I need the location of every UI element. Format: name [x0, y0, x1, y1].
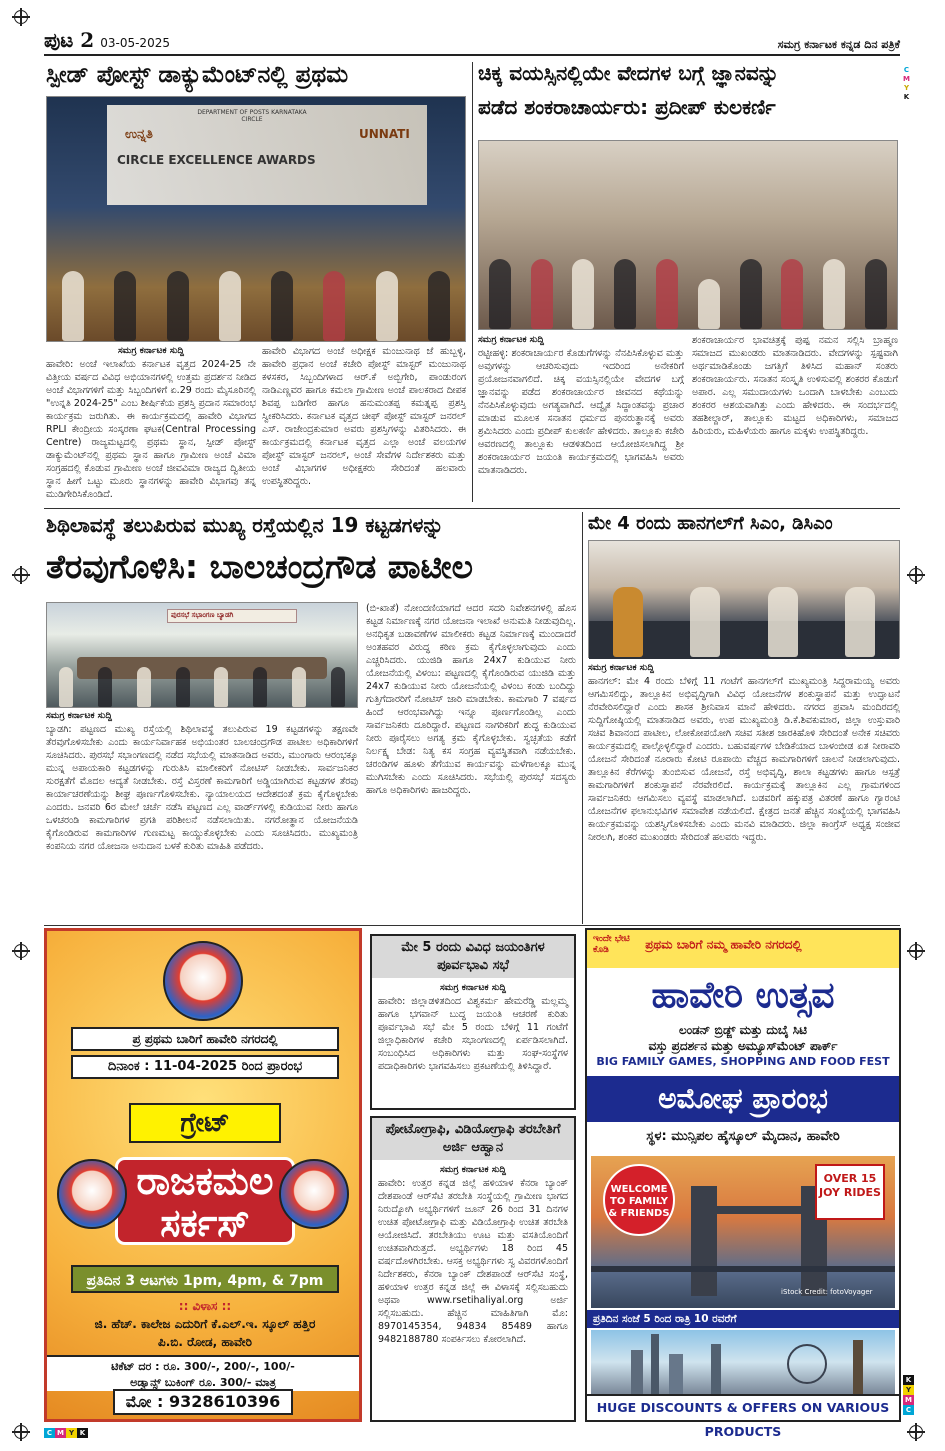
circus-name — [115, 1157, 295, 1245]
registration-mark — [14, 568, 28, 582]
london-bridge-image — [591, 1156, 895, 1308]
cmyk-swatch: M — [55, 1428, 66, 1438]
hall-banner-text: ಪುರಸಭೆ ಸಭಾಂಗಣ ಬ್ಯಾಡಗಿ — [171, 611, 234, 619]
person — [698, 279, 720, 329]
story1-headline: ಸ್ಪೀಡ್ ಪೋಸ್ಟ್ ಡಾಕ್ಯುಮೆಂಟ್‌ನಲ್ಲಿ ಪ್ರಥಮ — [46, 62, 349, 88]
story2-body-col1: ರಟ್ಟೀಹಳ್ಳಿ: ಶಂಕರಾಚಾರ್ಯರ ಕೊಡುಗೆಗಳನ್ನು ನೆನಪಿಸಿಕೊಳ್ಳುವ ಮತ್ತು ಅವುಗಳನ್ನು ಆಚರಿಸುವುದು ಇದರಿಂದ ಅನೇಕರಿಗೆ ಪ್ರಯೋಜನವಾಗಲಿದೆ. ಚಿಕ್ಕ ವಯಸ್ಸಿನಲ್ಲಿಯೇ ವೇದಗಳ ಬಗ್ಗೆ ಜ್ಞಾನವನ್ನು ಪಡೆದ ಶಂಕರಾಚಾರ್ಯರ ಜೀವನದ ಕಥೆಯನ್ನು ನೆನಪಿಸಿಕೊಳ್ಳುವುದು ಅಗತ್ಯವಾಗಿದೆ. ಆದ್ವೈತ ಸಿದ್ಧಾಂತವನ್ನು ಪ್ರಚಾರ ಮಾಡುವ ಮೂಲಕ ಸನಾತನ ಧರ್ಮದ ಪುನರುತ್ಥಾನಕ್ಕೆ ಅವರು ಶ್ರಮಿಸಿದರು ಎಂದು ಪ್ರದೀಪ್ ಕುಲಕರ್ಣಿ ಹೇಳಿದರು. ತಾಲ್ಲೂಕು ಕಚೇರಿ ಆವರಣದಲ್ಲಿ ತಾಲ್ಲೂಕು ಆಡಳಿತದಿಂದ ಆಯೋಜಿಸಲಾಗಿದ್ದ ಶ್ರೀ ಶಂಕರಾಚಾರ್ಯರ ಜಯಂತಿ ಕಾರ್ಯಕ್ರಮದಲ್ಲಿ ಭಾಗವಹಿಸಿ ಅವರು ಮಾತನಾಡಿದರು. — [478, 348, 684, 476]
person — [292, 667, 306, 707]
column-divider — [582, 512, 583, 924]
cmyk-letter: C — [903, 66, 910, 74]
cmyk-letter: M — [903, 75, 910, 83]
circus-great: ಗ್ರೇಟ್ — [129, 1103, 281, 1143]
bridge-deck — [591, 1266, 895, 1272]
cmyk-swatch: C — [44, 1428, 55, 1438]
person — [613, 587, 643, 657]
photo-credit: iStock Credit: fotoVoyager — [781, 1288, 873, 1296]
cmyk-swatch: Y — [66, 1428, 77, 1438]
person — [331, 667, 345, 707]
clown-illustration — [279, 1159, 349, 1229]
person — [428, 271, 450, 341]
notice1-byline: ಸಮಗ್ರ ಕರ್ನಾಟಕ ಸುದ್ದಿ — [440, 983, 506, 993]
cmyk-swatch: Y — [903, 1385, 914, 1395]
story2-headline-line1: ಚಿಕ್ಕ ವಯಸ್ಸಿನಲ್ಲಿಯೇ ವೇದಗಳ ಬಗ್ಗೆ ಜ್ಞಾನವನ್ನು — [478, 61, 779, 85]
person — [740, 259, 762, 329]
circus-shows: ಪ್ರತಿದಿನ 3 ಆಟಗಳು 1pm, 4pm, & 7pm — [71, 1265, 339, 1293]
circus-first-time: ಪ್ರ ಪ್ರಥಮ ಬಾರಿಗೆ ಹಾವೇರಿ ನಗರದಲ್ಲಿ — [71, 1027, 339, 1051]
cmyk-swatch: M — [903, 1395, 914, 1405]
venue-label: :: ವಿಳಾಸ :: — [178, 1299, 232, 1313]
people-group — [589, 567, 899, 657]
person — [656, 259, 678, 329]
story3-col2 — [366, 602, 576, 922]
utsav-place: ಸ್ಥಳ: ಮುನ್ಸಿಪಲ ಹೈಸ್ಕೂಲ್ ಮೈದಾನ, ಹಾವೇರಿ — [646, 1129, 840, 1144]
page-number: ಪುಟ 2 — [44, 28, 95, 52]
story4-body: ಹಾನಗಲ್: ಮೇ 4 ರಂದು ಬೆಳಿಗ್ಗೆ 11 ಗಂಟೆಗೆ ಹಾನಗಲ್‌ಗೆ ಮುಖ್ಯಮಂತ್ರಿ ಸಿದ್ದರಾಮಯ್ಯ ಅವರು ಆಗಮಿಸಲಿದ್ದು, ತಾಲ್ಲೂಕಿನ ಅಭಿವೃದ್ಧಿಗಾಗಿ ವಿವಿಧ ಯೋಜನೆಗಳ ಶಂಕುಸ್ಥಾಪನೆ ಮತ್ತು ಉದ್ಘಾಟನೆ ನೆರವೇರಿಸಲಿದ್ದಾರೆ ಎಂದು ಶಾಸಕ ಶ್ರೀನಿವಾಸ ಮಾನೆ ಹೇಳಿದರು. ನಗರದ ಪ್ರವಾಸಿ ಮಂದಿರದಲ್ಲಿ ಸುದ್ದಿಗೋಷ್ಠಿಯಲ್ಲಿ ಮಾತನಾಡಿದ ಅವರು, ಉಪ ಮುಖ್ಯಮಂತ್ರಿ ಡಿ.ಕೆ.ಶಿವಕುಮಾರ, ಜಿಲ್ಲಾ ಉಸ್ತುವಾರಿ ಸಚಿವ ಶಿವಾನಂದ ಪಾಟೀಲ, ಲೋಕೋಪಯೋಗಿ ಸಚಿವ ಸತೀಶ ಜಾರಕಿಹೊಳಿ ಸೇರಿದಂತೆ ಅನೇಕ ಸಚಿವರು ಕಾರ್ಯಕ್ರಮದಲ್ಲಿ ಪಾಲ್ಗೊಳ್ಳಲಿದ್ದಾರೆ ಎಂದರು. ಬಹುವರ್ಷಗಳ ಬೇಡಿಕೆಯಾದ ಬಾಳಂಬೀಡ ಏತ ನೀರಾವರಿ ಯೋಜನೆ ಸೇರಿದಂತೆ ನೂರಾರು ಕೋಟಿ ರೂಪಾಯಿ ವೆಚ್ಚದ ಕಾಮಗಾರಿಗಳಿಗೆ ಚಾಲನೆ ನೀಡಲಾಗುವುದು. ತಾಲ್ಲೂಕಿನ ಕೆರೆಗಳನ್ನು ತುಂಬಿಸುವ ಯೋಜನೆ, ರಸ್ತೆ ಅಭಿವೃದ್ಧಿ, ಶಾಲಾ ಕಟ್ಟಡಗಳು ಹಾಗೂ ಆಸ್ಪತ್ರೆ ಕಾಮಗಾರಿಗಳಿಗೆ ಶಂಕುಸ್ಥಾಪನೆ ನೆರವೇರಲಿದೆ. ಕಾರ್ಯಕ್ರಮಕ್ಕೆ ತಾಲ್ಲೂಕಿನ ಎಲ್ಲ ಗ್ರಾಮಗಳಿಂದ ಸಾರ್ವಜನಿಕರು ಆಗಮಿಸಲು ವ್ಯವಸ್ಥೆ ಮಾಡಲಾಗಿದೆ. ಬಡವರಿಗೆ ಹಕ್ಕುಪತ್ರ ವಿತರಣೆ ಹಾಗೂ ಗ್ಯಾರಂಟಿ ಯೋಜನೆಗಳ ಫಲಾನುಭವಿಗಳ ಸಮಾವೇಶ ನಡೆಯಲಿದೆ. ಕ್ಷೇತ್ರದ ಜನತೆ ಹೆಚ್ಚಿನ ಸಂಖ್ಯೆಯಲ್ಲಿ ಭಾಗವಹಿಸಿ ಕಾರ್ಯಕ್ರಮವನ್ನು ಯಶಸ್ವಿಗೊಳಿಸಬೇಕು ಎಂದು ಮನವಿ ಮಾಡಿದರು. ಜಿಲ್ಲಾ ಕಾಂಗ್ರೆಸ್ ಅಧ್ಯಕ್ಷ ಸಂಜೀವ ನೀರಲಗಿ, ಶಂಕರ ಮುಖಂಡರು ಸೇರಿದಂತೆ ಹಲವರು ಇದ್ದರು. — [588, 676, 900, 843]
eiffel-tower — [853, 1340, 863, 1394]
cmyk-letter: K — [903, 93, 910, 101]
story4-body-block — [588, 662, 900, 922]
cmyk-swatch: K — [903, 1375, 914, 1385]
person — [823, 259, 845, 329]
people-group — [47, 170, 465, 341]
notice2-byline: ಸಮಗ್ರ ಕರ್ನಾಟಕ ಸುದ್ದಿ — [440, 1165, 506, 1175]
cmyk-letter: Y — [903, 84, 910, 92]
cmyk-swatch: C — [903, 1405, 914, 1415]
utsav-line1: ಲಂಡನ್ ಬ್ರಿಡ್ಜ್ ಮತ್ತು ದುಬೈ ಸಿಟಿ — [678, 1023, 808, 1037]
registration-mark — [909, 944, 923, 958]
story2-col2 — [692, 334, 898, 504]
clown-illustration — [57, 1159, 127, 1229]
person — [167, 271, 189, 341]
notice1-box — [370, 934, 576, 1110]
person — [489, 259, 511, 329]
registration-mark — [909, 568, 923, 582]
utsav-first-time: ಪ್ರಥಮ ಬಾರಿಗೆ ನಮ್ಮ ಹಾವೇರಿ ನಗರದಲ್ಲಿ — [645, 937, 802, 952]
story2-byline: ಸಮಗ್ರ ಕರ್ನಾಟಕ ಸುದ್ದಿ — [478, 335, 544, 345]
people-group — [479, 179, 897, 329]
rides-badge: OVER 15 JOY RIDES — [815, 1164, 885, 1220]
person — [59, 667, 73, 707]
skyscraper — [711, 1344, 721, 1394]
unnati-english: UNNATI — [359, 127, 410, 141]
cmyk-strip-vertical — [903, 1375, 914, 1415]
person — [114, 271, 136, 341]
person — [271, 271, 293, 341]
person — [781, 259, 803, 329]
story1-col2 — [262, 345, 466, 497]
person — [376, 271, 398, 341]
story4-headline: ಮೇ 4 ರಂದು ಹಾನಗಲ್‌ಗೆ ಸಿಎಂ, ಡಿಸಿಎಂ — [588, 513, 833, 534]
story2-body-col2: ಶಂಕರಾಚಾರ್ಯರ ಭಾವಚಿತ್ರಕ್ಕೆ ಪುಷ್ಪ ನಮನ ಸಲ್ಲಿಸಿ ಬ್ರಾಹ್ಮಣ ಸಮಾಜದ ಮುಖಂಡರು ಮಾತನಾಡಿದರು. ವೇದಗಳನ್ನು ಸ್ಪಷ್ಟವಾಗಿ ಅರ್ಥಮಾಡಿಕೊಂಡು ಜಗತ್ತಿಗೆ ತಿಳಿಸಿದ ಮಹಾನ್ ಸಂತರು ಶಂಕರಾಚಾರ್ಯರು. ಸನಾತನ ಸಂಸ್ಕೃತಿ ಉಳಿಸುವಲ್ಲಿ ಶಂಕರರ ಕೊಡುಗೆ ಅಪಾರ. ಎಲ್ಲ ಸಮುದಾಯಗಳು ಒಂದಾಗಿ ಬಾಳಬೇಕು ಎಂಬುದು ಶಂಕರರ ಆಶಯವಾಗಿತ್ತು ಎಂದು ಹೇಳಿದರು. ಈ ಸಂದರ್ಭದಲ್ಲಿ ತಹಶೀಲ್ದಾರ್, ತಾಲ್ಲೂಕು ಮಟ್ಟದ ಅಧಿಕಾರಿಗಳು, ಸಮಾಜದ ಹಿರಿಯರು, ಮಹಿಳೆಯರು ಹಾಗೂ ಮಕ್ಕಳು ಉಪಸ್ಥಿತರಿದ್ದರು. — [692, 335, 898, 437]
story3-headline-line1: ಶಿಥಿಲಾವಸ್ಥೆ ತಲುಪಿರುವ ಮುಖ್ಯ ರಸ್ತೆಯಲ್ಲಿನ 19 ಕಟ್ಟಡಗಳನ್ನು — [46, 513, 444, 537]
venue-line1: ಜಿ. ಹೆಚ್. ಕಾಲೇಜ ಎದುರಿಗೆ ಕೆ.ಎಲ್.ಇ. ಸ್ಕೂಲ್ ಹತ್ತಿರ — [94, 1317, 316, 1331]
person — [572, 259, 594, 329]
utsav-line3: BIG FAMILY GAMES, SHOPPING AND FOOD FEST — [596, 1055, 890, 1068]
ferris-wheel — [787, 1344, 827, 1384]
page-header — [44, 30, 900, 56]
person — [62, 271, 84, 341]
story3-body-col2: (ಬಿ-ಖಾತೆ) ನೋಂದಣಿಯಾಗದೆ ಆದರ ಸದರಿ ನಿವೇಶನಗಳಲ್ಲಿ ಹೊಸ ಕಟ್ಟಡ ನಿರ್ಮಾಣಕ್ಕೆ ನಗರ ಯೋಜನಾ ಇಲಾಖೆ ಅನುಮತಿ ನೀಡುವುದಿಲ್ಲ. ಅನಧಿಕೃತ ಬಡಾವಣೆಗಳ ಮಾಲೀಕರು ಕಟ್ಟಡ ನಿರ್ಮಾಣಕ್ಕೆ ಮುಂದಾದರೆ ಅಂತಹವರ ವಿರುದ್ಧ ಕಠಿಣ ಕ್ರಮ ಕೈಗೊಳ್ಳಲಾಗುವುದು ಎಂದು ಎಚ್ಚರಿಸಿದರು. ಯುಜಿಡಿ ಹಾಗೂ 24x7 ಕುಡಿಯುವ ನೀರು ಯೋಜನೆಯಲ್ಲಿ ವಿಳಂಬ: ಪಟ್ಟಣದಲ್ಲಿ ಕೈಗೊಂಡಿರುವ ಯುಜಿಡಿ ಮತ್ತು 24x7 ಕುಡಿಯುವ ನೀರು ಯೋಜನೆಯಲ್ಲಿ ವಿಳಂಬ ಕಂಡು ಬಂದಿದ್ದು ಗುತ್ತಿಗೆದಾರರಿಗೆ ನೋಟಿಸ್ ಜಾರಿ ಮಾಡಬೇಕು. ಕಾಮಗಾರಿ 7 ವರ್ಷದ ಹಿಂದೆ ಆರಂಭವಾಗಿದ್ದು ಇನ್ನೂ ಪೂರ್ಣಗೊಂಡಿಲ್ಲ ಎಂದು ಸಾರ್ವಜನಿಕರು ದೂರಿದ್ದಾರೆ. ಪಟ್ಟಣದ ನಾಗರಿಕರಿಗೆ ಶುದ್ಧ ಕುಡಿಯುವ ನೀರು ಪೂರೈಸಲು ಅಗತ್ಯ ಕ್ರಮ ಕೈಗೊಳ್ಳಬೇಕು. ಸ್ವಚ್ಛತೆಯ ಕಡೆಗೆ ನಿರ್ಲಕ್ಷ್ಯ ಬೇಡ: ನಿತ್ಯ ಕಸ ಸಂಗ್ರಹ ವ್ಯವಸ್ಥಿತವಾಗಿ ನಡೆಯಬೇಕು. ಚರಂಡಿಗಳ ಹೂಳು ತೆಗೆಯುವ ಕಾರ್ಯವನ್ನು ಮಳೆಗಾಲಕ್ಕೂ ಮುನ್ನ ಮುಗಿಸಬೇಕು ಎಂದು ಸೂಚಿಸಿದರು. ಸಭೆಯಲ್ಲಿ ಪುರಸಭೆ ಸದಸ್ಯರು ಹಾಗೂ ಅಧಿಕಾರಿಗಳು ಹಾಜರಿದ್ದರು. — [366, 603, 576, 796]
story1-body-col2: ಹಾವೇರಿ ವಿಭಾಗದ ಅಂಚೆ ಅಧೀಕ್ಷಕ ಮಂಜುನಾಥ ಜೆ ಹುಬ್ಬಳ್ಳಿ, ಹಾವೇರಿ ಪ್ರಧಾನ ಅಂಚೆ ಕಚೇರಿ ಪೋಸ್ಟ್ ಮಾಸ್ಟರ್ ಮಂಜುನಾಥ ಕಳಸಕರ, ಸಿಬ್ಬಂದಿಗಳಾದ ಆರ್.ಕೆ ಅಬ್ಬಿಗೇರಿ, ಪಾಂಡುರಂಗ ನಾಡಿಎಣ್ಣವರ ಹಾಗೂ ಕಮಲಾ ಗ್ರಾಮೀಣ ಅಂಚೆ ಪಾಲಕರಾದ ದೀಪಕ ಶಿವಪ್ಪ ಬಡಿಗೇರ ಹಾಗೂ ಹನುಮಂತಪ್ಪ ಕಮತ್ನಪ್ಪ ಪ್ರಶಸ್ತಿ ಸ್ವೀಕರಿಸಿದರು. ಕರ್ನಾಟಕ ವೃತ್ತದ ಚೀಫ್ ಪೋಸ್ಟ್ ಮಾಸ್ಟರ್ ಜನರಲ್ ಎಸ್. ರಾಜೇಂದ್ರಕುಮಾರ ಅವರು ಪ್ರಶಸ್ತಿಗಳನ್ನು ವಿತರಿಸಿದರು. ಈ ಕಾರ್ಯಕ್ರಮದಲ್ಲಿ ಕರ್ನಾಟಕ ವೃತ್ತದ ಎಲ್ಲಾ ಅಂಚೆ ವಲಯಗಳ ಪೋಸ್ಟ್ ಮಾಸ್ಟರ್ ಜನರಲ್, ಅಂಚೆ ಸೇವೆಗಳ ನಿರ್ದೇಶಕರು ಮತ್ತು ಅಂಚೆ ವಿಭಾಗಗಳ ಅಧೀಕ್ಷಕರು ಸೇರಿದಂತೆ ಹಲವಾರು ಉಪಸ್ಥಿತರಿದ್ದರು. — [262, 346, 466, 487]
story2-col1 — [478, 334, 684, 504]
notice2-box — [370, 1116, 576, 1422]
circus-ticket — [47, 1355, 359, 1391]
circus-name-line1: ರಾಜಕಮಲ — [136, 1159, 274, 1203]
person — [768, 587, 798, 657]
person — [845, 587, 875, 657]
story3-col1 — [46, 710, 358, 922]
person — [531, 259, 553, 329]
person — [865, 259, 887, 329]
column-divider — [472, 62, 473, 502]
people-group — [47, 645, 357, 707]
person — [614, 259, 636, 329]
dept-posts-text: DEPARTMENT OF POSTS KARNATAKA CIRCLE — [197, 109, 307, 123]
person — [98, 667, 112, 707]
utsav-line2: ವಸ್ತು ಪ್ರದರ್ಶನ ಮತ್ತು ಅಮ್ಯೂಸ್‌ಮೆಂಟ್ ಪಾರ್ಕ್ — [648, 1039, 838, 1053]
utsav-bottom-banner: HUGE DISCOUNTS & OFFERS ON VARIOUS PRODUCTS — [587, 1394, 899, 1420]
person — [690, 587, 720, 657]
story3-photo — [46, 602, 358, 708]
notice2-title: ಪೋಟೋಗ್ರಾಫಿ, ವಿಡಿಯೋಗ್ರಾಫಿ ತರಬೇತಿಗೆ ಅರ್ಜಿ ಆಹ್ವಾನ — [372, 1118, 574, 1160]
notice1-article — [378, 982, 568, 1110]
notice2-article — [378, 1164, 568, 1422]
story2-headline-line2: ಪಡೆದ ಶಂಕರಾಚಾರ್ಯರು: ಪ್ರದೀಪ್ ಕುಲಕರ್ಣಿ — [478, 95, 776, 119]
utsav-advertisement — [585, 928, 901, 1439]
registration-mark — [909, 1425, 923, 1439]
utsav-visit: ಇಂದೇ ಭೇಟಿ ಕೊಡಿ — [593, 934, 630, 955]
section-divider — [44, 925, 900, 926]
notice2-body: ಹಾವೇರಿ: ಉತ್ತರ ಕನ್ನಡ ಜಿಲ್ಲೆ ಹಳಿಯಾಳ ಕೆನರಾ ಬ್ಯಾಂಕ್ ದೇಶಪಾಂಡೆ ಆರ್‌ಸೆಟಿ ತರಬೇತಿ ಸಂಸ್ಥೆಯಲ್ಲಿ ಗ್ರಾಮೀಣ ಭಾಗದ ನಿರುದ್ಯೋಗಿ ಅಭ್ಯರ್ಥಿಗಳಿಗೆ ಜೂನ್ 26 ರಿಂದ 31 ದಿನಗಳ ಉಚಿತ ಪೋಟೋಗ್ರಾಫಿ ಮತ್ತು ವಿಡಿಯೋಗ್ರಾಫಿ ಉಚಿತ ತರಬೇತಿ ಆಯೋಜಿಸಿದೆ. ತರಬೇತಿಯು ಊಟ ಮತ್ತು ವಸತಿಯೊಂದಿಗೆ ಉಚಿತವಾಗಿರುತ್ತದೆ. ಅಭ್ಯರ್ಥಿಗಳು 18 ರಿಂದ 45 ವರ್ಷದೊಳಗಿರಬೇಕು. ಆಸಕ್ತ ಅಭ್ಯರ್ಥಿಗಳು ಸ್ವ ವಿವರಗಳೊಂದಿಗೆ ನಿರ್ದೇಶಕರು, ಕೆನರಾ ಬ್ಯಾಂಕ್ ದೇಶಪಾಂಡೆ ಆರ್‌ಸೆಟಿ ಸಂಸ್ಥೆ, ಹಳಿಯಾಳ ಉತ್ತರ ಕನ್ನಡ ಜಿಲ್ಲೆ ಈ ವಿಳಾಸಕ್ಕೆ ಸಲ್ಲಿಸಬಹುದು ಅಥವಾ www.rsetihaliyal.org ಅರ್ಜಿ ಸಲ್ಲಿಸಬಹುದು. ಹೆಚ್ಚಿನ ಮಾಹಿತಿಗಾಗಿ ಮೊ: 8970145354, 94834 85489 ಹಾಗೂ 9482188780 ಸಂಪರ್ಕಿಸಲು ಕೋರಲಾಗಿದೆ. — [378, 1178, 568, 1345]
skyscraper — [651, 1334, 659, 1394]
story1-col1 — [46, 345, 256, 500]
story4-photo — [588, 540, 900, 658]
utsav-title: ಹಾವೇರಿ ಉತ್ಸವ — [651, 975, 835, 1016]
person — [137, 667, 151, 707]
notice1-body: ಹಾವೇರಿ: ಜಿಲ್ಲಾಡಳಿತದಿಂದ ವಿಶ್ವಕರ್ಮ ಹೇಮರೆಡ್ಡಿ ಮಲ್ಲಮ್ಮ ಹಾಗೂ ಭಗವಾನ್ ಬುದ್ಧ ಜಯಂತಿ ಆಚರಣೆ ಕುರಿತು ಪೂರ್ವಭಾವಿ ಸಭೆ ಮೇ 5 ರಂದು ಬೆಳಿಗ್ಗೆ 11 ಗಂಟೆಗೆ ಜಿಲ್ಲಾಧಿಕಾರಿಗಳ ಕಚೇರಿ ಸಭಾಂಗಣದಲ್ಲಿ ಏರ್ಪಡಿಸಲಾಗಿದೆ. ಸಂಬಂಧಿಸಿದ ಅಧಿಕಾರಿಗಳು ಮತ್ತು ಸಂಘ-ಸಂಸ್ಥೆಗಳ ಪದಾಧಿಕಾರಿಗಳು ಭಾಗವಹಿಸಲು ಪ್ರಕಟಣೆಯಲ್ಲಿ ತಿಳಿಸಿದ್ದಾರೆ. — [378, 996, 568, 1072]
section-divider — [44, 508, 900, 509]
cmyk-swatch: K — [77, 1428, 88, 1438]
circus-venue — [63, 1297, 347, 1353]
registration-mark — [14, 10, 28, 24]
story1-body-col1: ಹಾವೇರಿ: ಅಂಚೆ ಇಲಾಖೆಯ ಕರ್ನಾಟಕ ವೃತ್ತದ 2024-25 ನೇ ವಿತ್ತೀಯ ವರ್ಷದ ವಿವಿಧ ಅಭಿಯಾನಗಳಲ್ಲಿ ಉತ್ತಮ ಪ್ರದರ್ಶನ ನೀಡಿದ ಅಂಚೆ ವಿಭಾಗಗಳಿಗೆ ಮತ್ತು ಸಿಬ್ಬಂದಿಗಳಿಗೆ ಏ.29 ರಂದು ಮೈಸೂರಿನಲ್ಲಿ "ಉನ್ನತಿ 2024-25" ಎಂಬ ಶೀರ್ಷಿಕೆಯ ಪ್ರಶಸ್ತಿ ಪ್ರದಾನ ಸಮಾರಂಭ ಕಾರ್ಯಕ್ರಮ ಜರುಗಿತು. ಈ ಕಾರ್ಯಕ್ರಮದಲ್ಲಿ ಹಾವೇರಿ ವಿಭಾಗದ RPLI ಕೇಂದ್ರೀಯ ಸಂಸ್ಕರಣಾ ಘಟಕ(Central Processing Centre) ರಾಜ್ಯಮಟ್ಟದಲ್ಲಿ ಪ್ರಥಮ ಸ್ಥಾನ, ಸ್ಪೀಡ್ ಪೋಸ್ಟ್ ಡಾಕ್ಯುಮೆಂಟ್‌ನಲ್ಲಿ ಪ್ರಥಮ ಸ್ಥಾನ ಹಾಗೂ ಗ್ರಾಮೀಣ ಅಂಚೆ ವಿಮಾ ಸಂಗ್ರಹದಲ್ಲಿ ಕೊಡುವ ಗ್ರಾಮೀಣ ಅಂಚೆ ಜೀವವಿಮಾ ರಾಜ್ಯದ ದ್ವಿತೀಯ ಸ್ಥಾನ ಹೀಗೆ ಒಟ್ಟು ಮೂರು ಸ್ಥಾನಗಳನ್ನು ಹಾವೇರಿ ವಿಭಾಗವು ತನ್ನ ಮುಡಿಗೇರಿಸಿಕೊಂಡಿದೆ. — [46, 359, 256, 500]
person — [253, 667, 267, 707]
notice1-title: ಮೇ 5 ರಂದು ವಿವಿಧ ಜಯಂತಿಗಳ ಪೂರ್ವಭಾವಿ ಸಭೆ — [372, 936, 574, 978]
utsav-daily: ಪ್ರತಿದಿನ ಸಂಜೆ 5 ರಿಂದ ರಾತ್ರಿ 10 ರವರೆಗೆ — [587, 1310, 899, 1328]
circus-phone: ಮೋ : 9328610396 — [113, 1389, 293, 1415]
registration-mark — [14, 944, 28, 958]
circus-name-line2: ಸರ್ಕಸ್ — [160, 1201, 250, 1245]
skyscraper — [669, 1354, 683, 1394]
circus-date: ದಿನಾಂಕ : 11-04-2025 ರಿಂದ ಪ್ರಾರಂಭ — [71, 1055, 339, 1079]
person — [219, 271, 241, 341]
clown-illustration — [163, 941, 243, 1021]
issue-date: 03-05-2025 — [100, 36, 170, 50]
welcome-badge: WELCOME TO FAMILY & FRIENDS — [603, 1164, 675, 1236]
circus-advertisement — [44, 928, 362, 1422]
unnati-kannada: ಉನ್ನತಿ — [125, 127, 153, 142]
story4-byline: ಸಮಗ್ರ ಕರ್ನಾಟಕ ಸುದ್ದಿ — [588, 663, 654, 673]
utsav-opening: ಅಮೋಘ ಪ್ರಾರಂಭ — [587, 1076, 899, 1122]
bridge-walkway — [691, 1206, 827, 1214]
story2-photo — [478, 140, 898, 330]
registration-mark — [14, 1425, 28, 1439]
bridge-tower — [691, 1186, 717, 1296]
utsav-top-bar — [587, 930, 899, 968]
story1-photo — [46, 96, 466, 342]
dubai-skyline-image — [591, 1330, 895, 1394]
story3-byline: ಸಮಗ್ರ ಕರ್ನಾಟಕ ಸುದ್ದಿ — [46, 711, 112, 721]
award-title: CIRCLE EXCELLENCE AWARDS — [117, 153, 316, 167]
story3-body-col1: ಬ್ಯಾಡಗಿ: ಪಟ್ಟಣದ ಮುಖ್ಯ ರಸ್ತೆಯಲ್ಲಿ ಶಿಥಿಲಾವಸ್ಥೆ ತಲುಪಿರುವ 19 ಕಟ್ಟಡಗಳನ್ನು ತಕ್ಷಣವೇ ತೆರವುಗೊಳಿಸಬೇಕು ಎಂದು ಕಾರ್ಯನಿರ್ವಾಹಕ ಅಭಿಯಂತರ ಬಾಲಚಂದ್ರಗೌಡ ಪಾಟೀಲ ಅಧಿಕಾರಿಗಳಿಗೆ ಸೂಚಿಸಿದರು. ಪುರಸಭೆ ಸಭಾಂಗಣದಲ್ಲಿ ನಡೆದ ಸಭೆಯಲ್ಲಿ ಮಾತನಾಡಿದ ಅವರು, ಮುಂಗಾರು ಆರಂಭಕ್ಕೂ ಮುನ್ನ ಅಪಾಯಕಾರಿ ಕಟ್ಟಡಗಳನ್ನು ಗುರುತಿಸಿ ಮಾಲೀಕರಿಗೆ ನೋಟಿಸ್ ನೀಡಬೇಕು. ಸಾರ್ವಜನಿಕರ ಸುರಕ್ಷತೆಗೆ ಮೊದಲ ಆದ್ಯತೆ ನೀಡಬೇಕು. ರಸ್ತೆ ವಿಸ್ತರಣೆ ಕಾಮಗಾರಿಗೆ ಅಡ್ಡಿಯಾಗಿರುವ ಕಟ್ಟಡಗಳ ತೆರವು ಕಾರ್ಯಾಚರಣೆಯನ್ನು ಶೀಘ್ರ ಪೂರ್ಣಗೊಳಿಸಬೇಕು. ನ್ಯಾಯಾಲಯದ ಆದೇಶದಂತೆ ಕ್ರಮ ಕೈಗೊಳ್ಳಬೇಕು ಎಂದರು. ಜನವರಿ 6ರ ಮೇಲೆ ಚರ್ಚೆ ನಡೆಸಿ ಪಟ್ಟಣದ ಎಲ್ಲ ವಾರ್ಡ್‌ಗಳಲ್ಲಿ ಕುಡಿಯುವ ನೀರು ಹಾಗೂ ಒಳಚರಂಡಿ ಕಾಮಗಾರಿಗಳ ಪ್ರಗತಿ ಪರಿಶೀಲನೆ ನಡೆಸಲಾಯಿತು. ನಗರೋತ್ಥಾನ ಯೋಜನೆಯಡಿ ಕೈಗೊಂಡಿರುವ ಕಾಮಗಾರಿಗಳ ಗುಣಮಟ್ಟ ಕಾಯ್ದುಕೊಳ್ಳಬೇಕು ಎಂದು ಸೂಚಿಸಿದರು. ಮುಖ್ಯಮಂತ್ರಿ ಕಂಪನಿಯ ನಗರ ಯೋಜನಾ ಅನುದಾನ ಬಳಕೆ ಕುರಿತು ಮಾಹಿತಿ ಪಡೆದರು. — [46, 724, 358, 852]
venue-line2: ಪಿ.ಬಿ. ರೋಡ, ಹಾವೇರಿ — [158, 1335, 252, 1349]
ticket-line2: ಅಡ್ವಾನ್ಸ್ ಬುಕಿಂಗ್ ರೂ. 300/- ಮಾತ್ರ — [130, 1376, 276, 1389]
person — [214, 667, 228, 707]
ticket-line1: ಟಿಕೆಟ್ ದರ : ರೂ. 300/-, 200/-, 100/- — [111, 1360, 295, 1373]
cmyk-strip-horizontal — [44, 1428, 88, 1438]
person — [176, 667, 190, 707]
person — [323, 271, 345, 341]
newspaper-name: ಸಮಗ್ರ ಕರ್ನಾಟಕ ಕನ್ನಡ ದಿನ ಪತ್ರಿಕೆ — [777, 38, 900, 51]
story1-byline: ಸಮಗ್ರ ಕರ್ನಾಟಕ ಸುದ್ದಿ — [118, 346, 184, 356]
skyscraper — [631, 1350, 643, 1394]
story3-headline-line2: ತೆರವುಗೊಳಿಸಿ: ಬಾಲಚಂದ್ರಗೌಡ ಪಾಟೀಲ — [46, 547, 473, 586]
cmyk-strip-vertical — [902, 66, 911, 102]
